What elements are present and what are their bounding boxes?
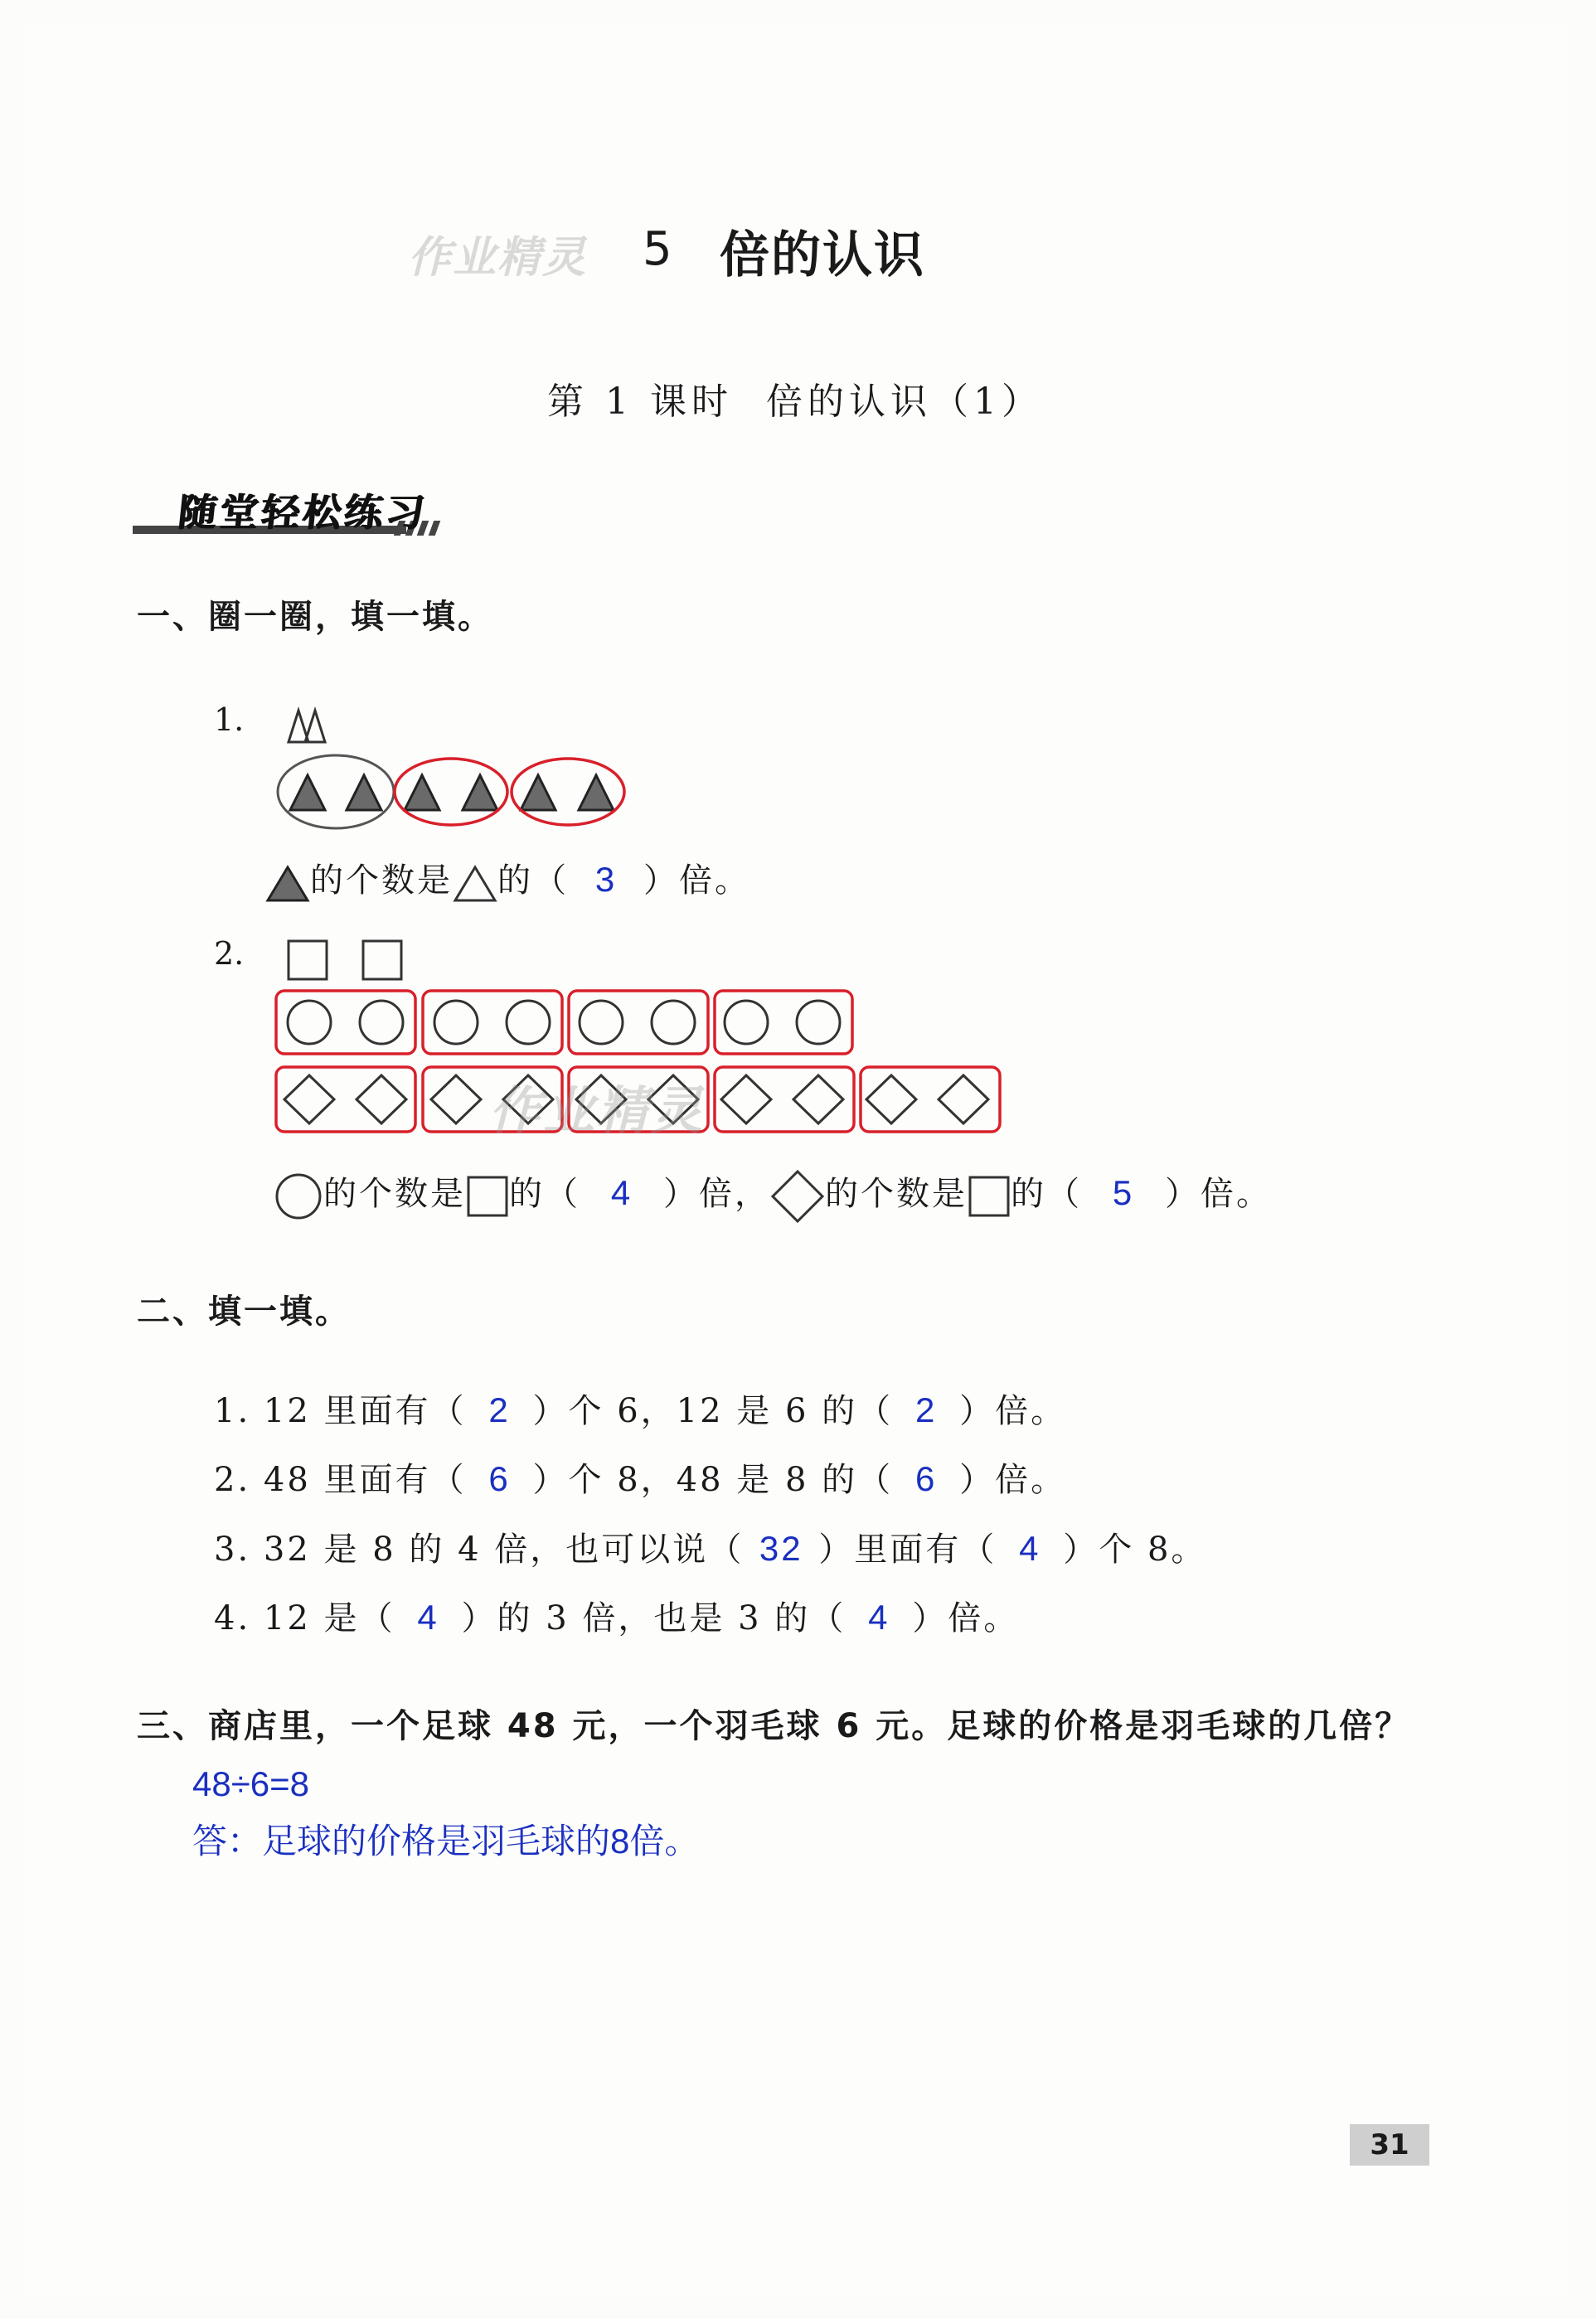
- fill-item-text: 4. 12 是（: [214, 1599, 395, 1637]
- red-box-mark: [423, 991, 562, 1054]
- section1-heading: 一、圈一圈，填一填。: [137, 598, 493, 636]
- q1-number: 1.: [214, 701, 245, 738]
- red-box-mark: [276, 1067, 415, 1132]
- fill-item-text: ）个 8，48 是 8 的（: [532, 1461, 894, 1499]
- section3-answer: 答：足球的价格是羽毛球的8倍。: [192, 1822, 700, 1861]
- q1-text-b: 的（: [497, 861, 569, 900]
- section3-equation: 48÷6=8: [192, 1764, 310, 1803]
- fill-item: [214, 1385, 1066, 1432]
- square-icon: [363, 941, 401, 979]
- gray-ellipse-mark: [278, 755, 394, 828]
- page: [23, 23, 1570, 2295]
- triangle-filled-icon: [405, 775, 439, 810]
- red-box-mark: [715, 1067, 854, 1132]
- q2-text-f: ）倍。: [1165, 1175, 1272, 1213]
- section3-heading: 三、商店里，一个足球 48 元，一个羽毛球 6 元。足球的价格是羽毛球的几倍？: [137, 1707, 1411, 1745]
- watermark: 作业精灵: [408, 233, 588, 283]
- q2-answer1: 4: [610, 1173, 633, 1212]
- circle-icon: [434, 1001, 478, 1044]
- triangle-filled-icon: [579, 775, 614, 810]
- fill-item: [214, 1453, 1066, 1501]
- q1-text-a: 的个数是: [310, 861, 453, 900]
- fill-item-text: ）倍。: [959, 1461, 1067, 1499]
- circle-icon: [580, 1001, 623, 1044]
- fill-item-text: ）倍。: [959, 1392, 1067, 1430]
- banner-label: 随堂轻松练习: [175, 490, 429, 535]
- diamond-icon: [721, 1075, 771, 1123]
- circle-icon: [725, 1001, 768, 1044]
- circle-icon: [652, 1001, 695, 1044]
- q2-text-d: 的个数是: [825, 1175, 968, 1213]
- fill-answer: 4: [868, 1598, 890, 1637]
- fill-answer: 2: [914, 1390, 938, 1429]
- red-box-mark: [276, 991, 415, 1054]
- q1-text-c: ）倍。: [643, 861, 750, 900]
- red-box-mark: [715, 991, 852, 1054]
- circle-icon: [507, 1001, 550, 1044]
- fill-item-text: ）个 8。: [1063, 1531, 1207, 1569]
- q2-text-c: ）倍，: [663, 1175, 770, 1213]
- chapter-number: 5: [643, 222, 672, 276]
- triangle-filled-icon: [290, 775, 325, 810]
- fill-item-text: 1. 12 里面有（: [214, 1392, 467, 1430]
- diamond-icon: [770, 1169, 825, 1224]
- q1-figure: [274, 692, 655, 833]
- circle-red-boxes: [276, 991, 852, 1054]
- square-icon: [466, 1175, 509, 1218]
- fill-answer: 4: [417, 1598, 439, 1637]
- watermark-center: 作业精灵: [489, 1080, 706, 1141]
- circle-icon: [797, 1001, 840, 1044]
- fill-answer: 6: [488, 1459, 511, 1498]
- section2-heading: 二、填一填。: [137, 1293, 351, 1331]
- lesson-title: [547, 371, 1043, 425]
- fill-answer: 32: [759, 1529, 803, 1568]
- triangle-filled-icon: [463, 775, 497, 810]
- triangle-filled-group: [290, 775, 614, 810]
- fill-item-text: ）倍。: [912, 1599, 1020, 1637]
- triangle-filled-icon: [347, 775, 381, 810]
- square-icon: [289, 941, 327, 979]
- fill-item: [214, 1523, 1206, 1570]
- square-group: [289, 941, 401, 979]
- diamond-icon: [793, 1075, 843, 1123]
- q2-number: 2.: [214, 935, 245, 972]
- q1-answer: 3: [594, 860, 618, 899]
- lesson-name: 倍的认识（1）: [765, 381, 1043, 423]
- square-icon: [968, 1175, 1011, 1218]
- q1-answer-line: [265, 854, 750, 902]
- fill-item-text: ）里面有（: [818, 1531, 997, 1569]
- circle-group: [288, 1001, 840, 1044]
- diamond-icon: [284, 1075, 334, 1123]
- fill-answer: 4: [1019, 1529, 1041, 1568]
- red-box-mark: [861, 1067, 1000, 1132]
- red-ellipse-mark: [395, 759, 507, 825]
- chapter-title: 倍的认识: [720, 226, 925, 284]
- fill-item: [214, 1592, 1019, 1639]
- diamond-icon: [939, 1075, 988, 1123]
- triangle-outline-icon: [453, 864, 497, 902]
- q2-text-a: 的个数是: [323, 1175, 466, 1213]
- circle-icon: [274, 1172, 323, 1221]
- diamond-icon: [866, 1075, 916, 1123]
- fill-answer: 2: [488, 1390, 511, 1429]
- fill-item-text: 2. 48 里面有（: [214, 1461, 467, 1499]
- q2-text-e: 的（: [1011, 1175, 1082, 1213]
- q2-answer-line: [274, 1167, 1272, 1224]
- page-number: 31: [1350, 2124, 1429, 2166]
- circle-icon: [288, 1001, 331, 1044]
- triangle-filled-icon: [265, 864, 310, 902]
- section-banner: [133, 483, 489, 542]
- circle-icon: [360, 1001, 403, 1044]
- diamond-icon: [431, 1075, 481, 1123]
- fill-answer: 6: [914, 1459, 938, 1498]
- fill-item-text: 3. 32 是 8 的 4 倍，也可以说（: [214, 1531, 745, 1569]
- q2-text-b: 的（: [509, 1175, 580, 1213]
- fill-item-text: ）的 3 倍，也是 3 的（: [461, 1599, 847, 1637]
- diamond-icon: [357, 1075, 406, 1123]
- triangle-filled-icon: [521, 775, 555, 810]
- fill-item-text: ）个 6，12 是 6 的（: [532, 1392, 894, 1430]
- chapter-heading: [0, 214, 1596, 305]
- lesson-label: 第 1 课时: [547, 381, 733, 423]
- q2-answer2: 5: [1112, 1173, 1135, 1212]
- red-box-mark: [569, 991, 708, 1054]
- triangle-outline-group: [289, 711, 325, 742]
